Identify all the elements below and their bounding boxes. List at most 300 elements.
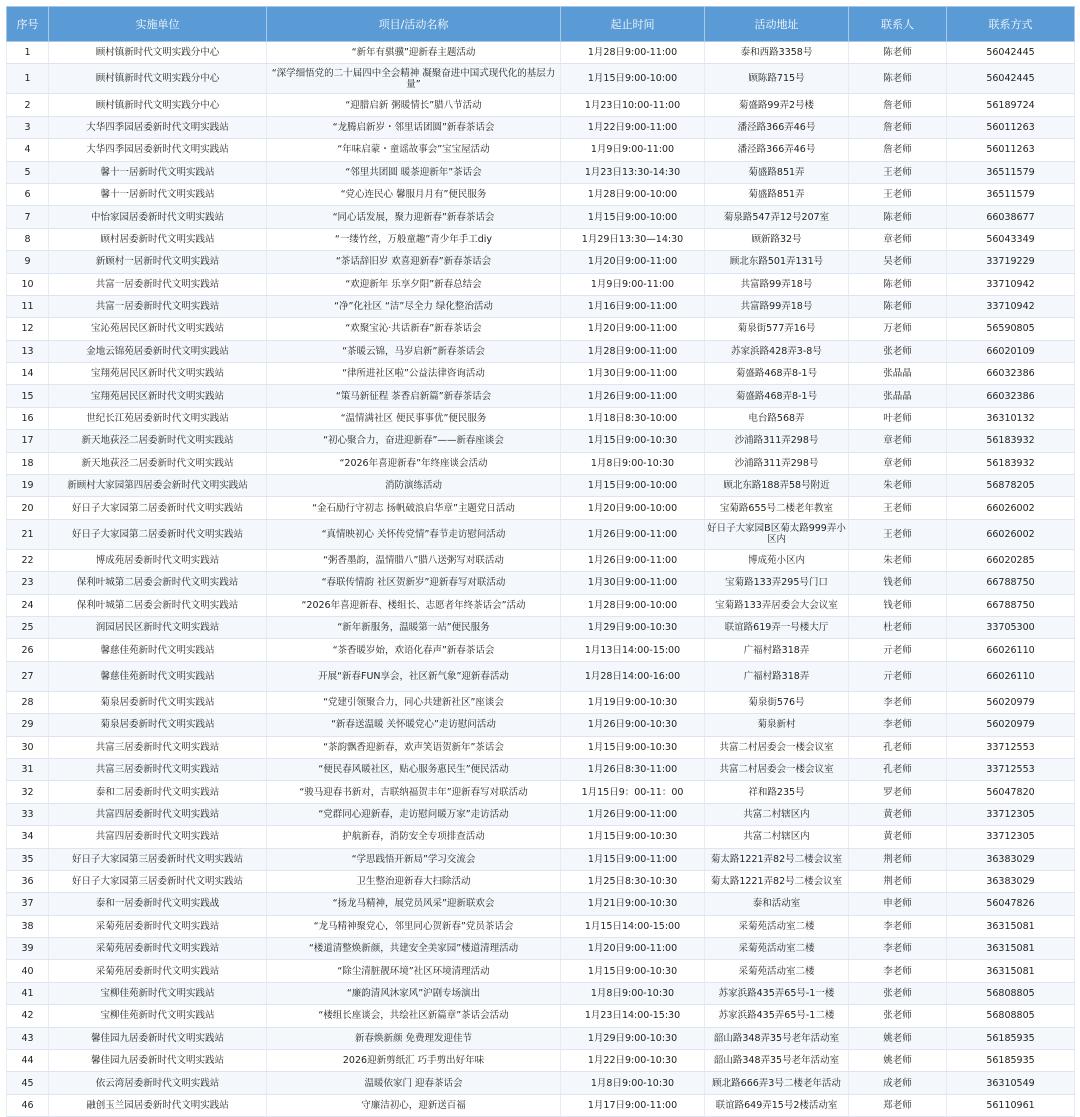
table-row [7,116,1075,138]
row-unit: 顾村镇新时代文明实践分中心 [49,64,267,94]
row-address: 潘泾路366弄46号 [705,116,849,138]
row-contact: 章老师 [849,430,947,452]
row-number: 24 [7,594,49,616]
row-address: 菊泉街577弄16号 [705,318,849,340]
row-address: 共富二村居委会一楼会议室 [705,736,849,758]
table-row [7,938,1075,960]
row-contact: 荆老师 [849,870,947,892]
row-number: 26 [7,639,49,661]
row-contact: 李老师 [849,915,947,937]
row-address: 菊太路1221弄82号二楼会议室 [705,870,849,892]
row-activity-name: “新春送温暖 关怀暖党心”走访慰问活动 [267,714,561,736]
table-header [7,7,1075,42]
row-phone: 33705300 [947,616,1075,638]
row-number: 17 [7,430,49,452]
table-row [7,915,1075,937]
row-contact: 黄老师 [849,803,947,825]
row-contact: 陈老师 [849,64,947,94]
row-address: 联谊路619弄一号楼大厅 [705,616,849,638]
row-unit: 采菊苑居委新时代文明实践站 [49,960,267,982]
table-row [7,452,1075,474]
row-activity-name: “龙马精神聚党心，邻里同心贺新春”党员茶话会 [267,915,561,937]
row-unit: 共富一居委新时代文明实践站 [49,273,267,295]
row-number: 42 [7,1005,49,1027]
row-time: 1月29日9:00-10:30 [561,616,705,638]
table-row [7,1072,1075,1094]
row-phone: 36511579 [947,183,1075,205]
row-contact: 黄老师 [849,826,947,848]
row-phone: 33710942 [947,295,1075,317]
row-contact: 李老师 [849,938,947,960]
row-phone: 66026002 [947,519,1075,549]
row-phone: 33712305 [947,826,1075,848]
row-contact: 陈老师 [849,273,947,295]
row-unit: 共富三居委新时代文明实践站 [49,736,267,758]
table-row [7,848,1075,870]
row-phone: 66020109 [947,340,1075,362]
row-contact: 孔老师 [849,736,947,758]
row-unit: 共富四居委新时代文明实践站 [49,826,267,848]
row-time: 1月26日9:00-10:30 [561,714,705,736]
row-activity-name: “深学细悟党的二十届四中全会精神 凝聚奋进中国式现代化的基层力量” [267,64,561,94]
row-number: 13 [7,340,49,362]
row-phone: 36383029 [947,848,1075,870]
row-phone: 56185935 [947,1027,1075,1049]
row-address: 苏家浜路435弄65号-1二楼 [705,1005,849,1027]
row-time: 1月9日9:00-11:00 [561,139,705,161]
row-number: 27 [7,661,49,691]
row-address: 共富二村居委会一楼会议室 [705,758,849,780]
table-row [7,803,1075,825]
row-activity-name: “春联传情韵 社区贺新岁”迎新春写对联活动 [267,572,561,594]
table-row [7,318,1075,340]
row-time: 1月23日10:00-11:00 [561,94,705,116]
row-number: 22 [7,549,49,571]
row-address: 顾北路666弄3号二楼老年活动 [705,1072,849,1094]
row-address: 共富二村辖区内 [705,803,849,825]
row-activity-name: “扬龙马精神，展党员风采”迎新联欢会 [267,893,561,915]
row-address: 顾北东路188弄58号附近 [705,475,849,497]
row-time: 1月28日9:00-10:00 [561,183,705,205]
row-number: 10 [7,273,49,295]
row-activity-name: “龙腾启新岁・邻里话团圆”新春茶话会 [267,116,561,138]
row-address: 菊盛路468弄8-1号 [705,385,849,407]
row-contact: 陈老师 [849,42,947,64]
row-phone: 56042445 [947,42,1075,64]
row-contact: 陈老师 [849,295,947,317]
row-activity-name: “温情满社区 便民事事优”便民服务 [267,407,561,429]
row-activity-name: 开展“新春FUN享会，社区新气象”迎新春活动 [267,661,561,691]
row-phone: 56020979 [947,691,1075,713]
row-number: 31 [7,758,49,780]
row-contact: 王老师 [849,519,947,549]
row-time: 1月22日9:00-10:30 [561,1050,705,1072]
row-phone: 36310549 [947,1072,1075,1094]
row-number: 30 [7,736,49,758]
row-time: 1月23日13:30-14:30 [561,161,705,183]
row-activity-name: “净”化社区 “洁”尽全力 绿化整治活动 [267,295,561,317]
row-address: 菊盛路468弄8-1号 [705,363,849,385]
row-unit: 泰和一居委新时代文明实践战 [49,893,267,915]
activity-table [6,6,1075,1117]
row-address: 泰和活动室 [705,893,849,915]
row-contact: 李老师 [849,691,947,713]
row-unit: 世纪长江苑居委新时代文明实践站 [49,407,267,429]
row-unit: 顾村镇新时代文明实践分中心 [49,42,267,64]
row-time: 1月15日14:00-15:00 [561,915,705,937]
row-address: 祥和路235号 [705,781,849,803]
row-address: 菊盛路851弄 [705,183,849,205]
row-unit: 泰和二居委新时代文明实践站 [49,781,267,803]
row-phone: 56110961 [947,1094,1075,1116]
row-number: 1 [7,64,49,94]
row-phone: 56808805 [947,1005,1075,1027]
row-phone: 33712305 [947,803,1075,825]
row-phone: 33712553 [947,758,1075,780]
row-phone: 56011263 [947,116,1075,138]
row-number: 5 [7,161,49,183]
table-row [7,1050,1075,1072]
row-unit: 馨十一居新时代文明实践站 [49,183,267,205]
row-unit: 宝翔苑居民区新时代文明实践站 [49,363,267,385]
row-phone: 36315081 [947,960,1075,982]
row-number: 3 [7,116,49,138]
row-time: 1月20日9:00-11:00 [561,251,705,273]
row-address: 沙浦路311弄298号 [705,452,849,474]
row-time: 1月28日9:00-11:00 [561,340,705,362]
row-activity-name: “茶暖云锦，马岁启新”新春茶话会 [267,340,561,362]
table-row [7,736,1075,758]
row-number: 6 [7,183,49,205]
row-time: 1月8日9:00-10:30 [561,1072,705,1094]
row-unit: 顾村居委新时代文明实践站 [49,228,267,250]
row-number: 39 [7,938,49,960]
header-no: 序号 [7,7,49,42]
table-row [7,1027,1075,1049]
row-unit: 宝柳佳苑新时代文明实践站 [49,982,267,1004]
row-number: 44 [7,1050,49,1072]
row-unit: 菊泉居委新时代文明实践站 [49,714,267,736]
row-phone: 56590805 [947,318,1075,340]
row-time: 1月28日9:00-10:00 [561,594,705,616]
row-phone: 66020285 [947,549,1075,571]
row-address: 菊太路1221弄82号二楼会议室 [705,848,849,870]
row-time: 1月26日9:00-11:00 [561,803,705,825]
row-time: 1月13日14:00-15:00 [561,639,705,661]
row-contact: 亓老师 [849,661,947,691]
row-time: 1月15日9:00-10:00 [561,475,705,497]
row-time: 1月15日9:00-10:00 [561,206,705,228]
row-phone: 66038677 [947,206,1075,228]
row-activity-name: “茶香暖岁始，欢语化春声”新春茶话会 [267,639,561,661]
row-activity-name: “2026年喜迎新春”年终座谈会活动 [267,452,561,474]
row-contact: 张老师 [849,1005,947,1027]
row-address: 电台路568弄 [705,407,849,429]
header-activity-name: 项目/活动名称 [267,7,561,42]
row-activity-name: “一缕竹丝，万般童趣”青少年手工diy [267,228,561,250]
row-number: 34 [7,826,49,848]
row-number: 40 [7,960,49,982]
row-activity-name: “初心聚合力，奋进迎新春”——新春座谈会 [267,430,561,452]
row-activity-name: 护航新春，消防安全专项排查活动 [267,826,561,848]
row-unit: 保利叶城第二居委会新时代文明实践站 [49,572,267,594]
row-phone: 56189724 [947,94,1075,116]
row-contact: 章老师 [849,452,947,474]
row-unit: 润园居民区新时代文明实践站 [49,616,267,638]
row-contact: 陈老师 [849,206,947,228]
row-time: 1月19日9:00-10:30 [561,691,705,713]
row-activity-name: “学思践悟开新局”学习交流会 [267,848,561,870]
row-address: 采菊苑活动室二楼 [705,915,849,937]
row-activity-name: “党心连民心 馨服月月有”便民服务 [267,183,561,205]
row-contact: 詹老师 [849,94,947,116]
row-phone: 36315081 [947,938,1075,960]
row-activity-name: “新年新服务，温暖第一站”便民服务 [267,616,561,638]
row-number: 11 [7,295,49,317]
row-time: 1月20日9:00-11:00 [561,938,705,960]
row-unit: 菊泉居委新时代文明实践站 [49,691,267,713]
row-time: 1月26日9:00-11:00 [561,519,705,549]
row-number: 15 [7,385,49,407]
table-row [7,870,1075,892]
table-row [7,94,1075,116]
row-address: 沙浦路311弄298号 [705,430,849,452]
row-unit: 馨慈佳苑新时代文明实践站 [49,661,267,691]
table-row [7,340,1075,362]
table-row [7,758,1075,780]
row-unit: 采菊苑居委新时代文明实践站 [49,938,267,960]
row-unit: 新天地荻泾二居委新时代文明实践站 [49,430,267,452]
row-unit: 好日子大家园第三居委新时代文明实践站 [49,870,267,892]
row-address: 采菊苑活动室二楼 [705,938,849,960]
table-row [7,42,1075,64]
activity-table-container [6,6,1074,1117]
row-time: 1月15日9:00-10:30 [561,430,705,452]
table-row [7,251,1075,273]
row-activity-name: “党建引领聚合力，同心共建新社区”座谈会 [267,691,561,713]
table-row [7,430,1075,452]
row-number: 35 [7,848,49,870]
row-contact: 王老师 [849,161,947,183]
row-activity-name: “除尘清脏靓环境”社区环境清理活动 [267,960,561,982]
row-address: 顾陈路715号 [705,64,849,94]
row-time: 1月22日9:00-11:00 [561,116,705,138]
row-time: 1月23日14:00-15:30 [561,1005,705,1027]
table-row [7,407,1075,429]
row-time: 1月26日8:30-11:00 [561,758,705,780]
row-contact: 荆老师 [849,848,947,870]
row-phone: 56185935 [947,1050,1075,1072]
row-address: 采菊苑活动室二楼 [705,960,849,982]
row-time: 1月15日9:00-10:30 [561,960,705,982]
row-time: 1月18日8:30-10:00 [561,407,705,429]
row-activity-name: “邻里共团圆 暖茶迎新年”茶话会 [267,161,561,183]
row-time: 1月30日9:00-11:00 [561,363,705,385]
row-contact: 章老师 [849,228,947,250]
row-contact: 成老师 [849,1072,947,1094]
row-address: 广福村路318弄 [705,639,849,661]
row-contact: 朱老师 [849,549,947,571]
row-unit: 新天地荻泾二居委新时代文明实践站 [49,452,267,474]
table-row [7,1005,1075,1027]
row-unit: 中怡家园居委新时代文明实践站 [49,206,267,228]
row-time: 1月20日9:00-11:00 [561,318,705,340]
row-activity-name: “策马新征程 茶香启新篇”新春茶话会 [267,385,561,407]
row-activity-name: “茶话辞旧岁 欢喜迎新春”新春茶话会 [267,251,561,273]
row-contact: 张老师 [849,982,947,1004]
table-body [7,42,1075,1117]
row-number: 14 [7,363,49,385]
table-row [7,519,1075,549]
row-phone: 36315081 [947,915,1075,937]
row-activity-name: “金石励行守初志 扬帆破浪启华章”主题党日活动 [267,497,561,519]
row-time: 1月29日13:30—14:30 [561,228,705,250]
row-time: 1月8日9:00-10:30 [561,982,705,1004]
row-phone: 66026110 [947,661,1075,691]
row-unit: 好日子大家园第二居委新时代文明实践站 [49,519,267,549]
row-activity-name: “欢迎新年 乐享夕阳”新春总结会 [267,273,561,295]
row-number: 8 [7,228,49,250]
row-address: 共富二村辖区内 [705,826,849,848]
row-activity-name: “党群同心迎新春，走访慰问暖万家”走访活动 [267,803,561,825]
row-phone: 56047826 [947,893,1075,915]
table-row [7,960,1075,982]
row-time: 1月15日9:00-10:30 [561,826,705,848]
row-address: 共富路99弄18号 [705,273,849,295]
row-number: 16 [7,407,49,429]
row-time: 1月28日9:00-11:00 [561,42,705,64]
table-row [7,475,1075,497]
table-row [7,139,1075,161]
row-address: 菊盛路99弄2号楼 [705,94,849,116]
row-phone: 33719229 [947,251,1075,273]
table-row [7,781,1075,803]
table-row [7,1094,1075,1116]
row-address: 联谊路649弄15号2楼活动室 [705,1094,849,1116]
row-address: 宝菊路133弄295号门口 [705,572,849,594]
row-contact: 朱老师 [849,475,947,497]
row-contact: 李老师 [849,714,947,736]
row-number: 32 [7,781,49,803]
row-activity-name: “楼道清整焕新颜，共建安全美家园”楼道清理活动 [267,938,561,960]
row-number: 19 [7,475,49,497]
header-time: 起止时间 [561,7,705,42]
row-address: 顾北东路501弄131号 [705,251,849,273]
row-activity-name: 2026迎新剪纸汇 巧手剪出好年味 [267,1050,561,1072]
row-phone: 33710942 [947,273,1075,295]
row-unit: 共富四居委新时代文明实践站 [49,803,267,825]
row-time: 1月15日9：00-11：00 [561,781,705,803]
row-contact: 郑老师 [849,1094,947,1116]
row-time: 1月20日9:00-10:00 [561,497,705,519]
row-time: 1月25日8:30-10:30 [561,870,705,892]
row-phone: 56043349 [947,228,1075,250]
row-contact: 张晶晶 [849,363,947,385]
row-unit: 馨十一居新时代文明实践站 [49,161,267,183]
row-phone: 66026002 [947,497,1075,519]
row-unit: 馨佳园九居委新时代文明实践站 [49,1050,267,1072]
row-address: 韶山路348弄35号老年活动室 [705,1027,849,1049]
header-row [7,7,1075,42]
row-phone: 56183932 [947,430,1075,452]
row-phone: 56020979 [947,714,1075,736]
row-address: 宝菊路133弄居委会大会议室 [705,594,849,616]
row-address: 好日子大家园B区菊太路999弄小区内 [705,519,849,549]
row-activity-name: “便民春风暖社区，贴心服务惠民生”便民活动 [267,758,561,780]
row-unit: 好日子大家园第三居委新时代文明实践站 [49,848,267,870]
row-address: 共富路99弄18号 [705,295,849,317]
row-number: 7 [7,206,49,228]
row-time: 1月15日9:00-10:30 [561,736,705,758]
row-contact: 申老师 [849,893,947,915]
row-unit: 共富一居委新时代文明实践站 [49,295,267,317]
row-time: 1月15日9:00-10:00 [561,64,705,94]
row-phone: 33712553 [947,736,1075,758]
table-row [7,661,1075,691]
row-number: 29 [7,714,49,736]
row-unit: 保利叶城第二居委会新时代文明实践站 [49,594,267,616]
row-activity-name: “2026年喜迎新春、楼组长、志愿者年终茶话会”活动 [267,594,561,616]
row-unit: 博成苑居委新时代文明实践站 [49,549,267,571]
table-row [7,549,1075,571]
row-phone: 36511579 [947,161,1075,183]
row-address: 菊盛路851弄 [705,161,849,183]
row-contact: 罗老师 [849,781,947,803]
row-activity-name: “新年有骐骥”迎新春主题活动 [267,42,561,64]
row-address: 菊泉新村 [705,714,849,736]
row-contact: 孔老师 [849,758,947,780]
row-activity-name: “粥香墨韵，温情腊八”腊八送粥写对联活动 [267,549,561,571]
row-phone: 56808805 [947,982,1075,1004]
row-address: 苏家浜路428弄3-8号 [705,340,849,362]
row-address: 顾新路32号 [705,228,849,250]
row-contact: 钱老师 [849,594,947,616]
row-unit: 宝翔苑居民区新时代文明实践站 [49,385,267,407]
row-activity-name: 温暖依家门 迎春茶话会 [267,1072,561,1094]
row-unit: 新顾村大家园第四居委会新时代文明实践站 [49,475,267,497]
row-phone: 66032386 [947,363,1075,385]
row-activity-name: “迎腊启新 粥暖情长”腊八节活动 [267,94,561,116]
row-activity-name: “欢聚宝沁·共话新春”新春茶话会 [267,318,561,340]
row-phone: 66788750 [947,572,1075,594]
header-contact: 联系人 [849,7,947,42]
row-number: 12 [7,318,49,340]
table-row [7,161,1075,183]
row-activity-name: “同心话发展，聚力迎新春”新春茶话会 [267,206,561,228]
row-address: 韶山路348弄35号老年活动室 [705,1050,849,1072]
table-row [7,572,1075,594]
row-time: 1月16日9:00-11:00 [561,295,705,317]
row-number: 21 [7,519,49,549]
row-phone: 66032386 [947,385,1075,407]
table-row [7,616,1075,638]
row-address: 泰和西路3358号 [705,42,849,64]
row-number: 18 [7,452,49,474]
row-unit: 宝沁苑居民区新时代文明实践站 [49,318,267,340]
row-time: 1月8日9:00-10:30 [561,452,705,474]
row-number: 36 [7,870,49,892]
row-contact: 詹老师 [849,116,947,138]
row-address: 广福村路318弄 [705,661,849,691]
row-phone: 56183932 [947,452,1075,474]
row-contact: 张晶晶 [849,385,947,407]
row-unit: 馨佳园九居委新时代文明实践站 [49,1027,267,1049]
table-row [7,714,1075,736]
row-number: 1 [7,42,49,64]
table-row [7,206,1075,228]
row-activity-name: “真情映初心 关怀传党情”春节走访慰问活动 [267,519,561,549]
table-row [7,826,1075,848]
